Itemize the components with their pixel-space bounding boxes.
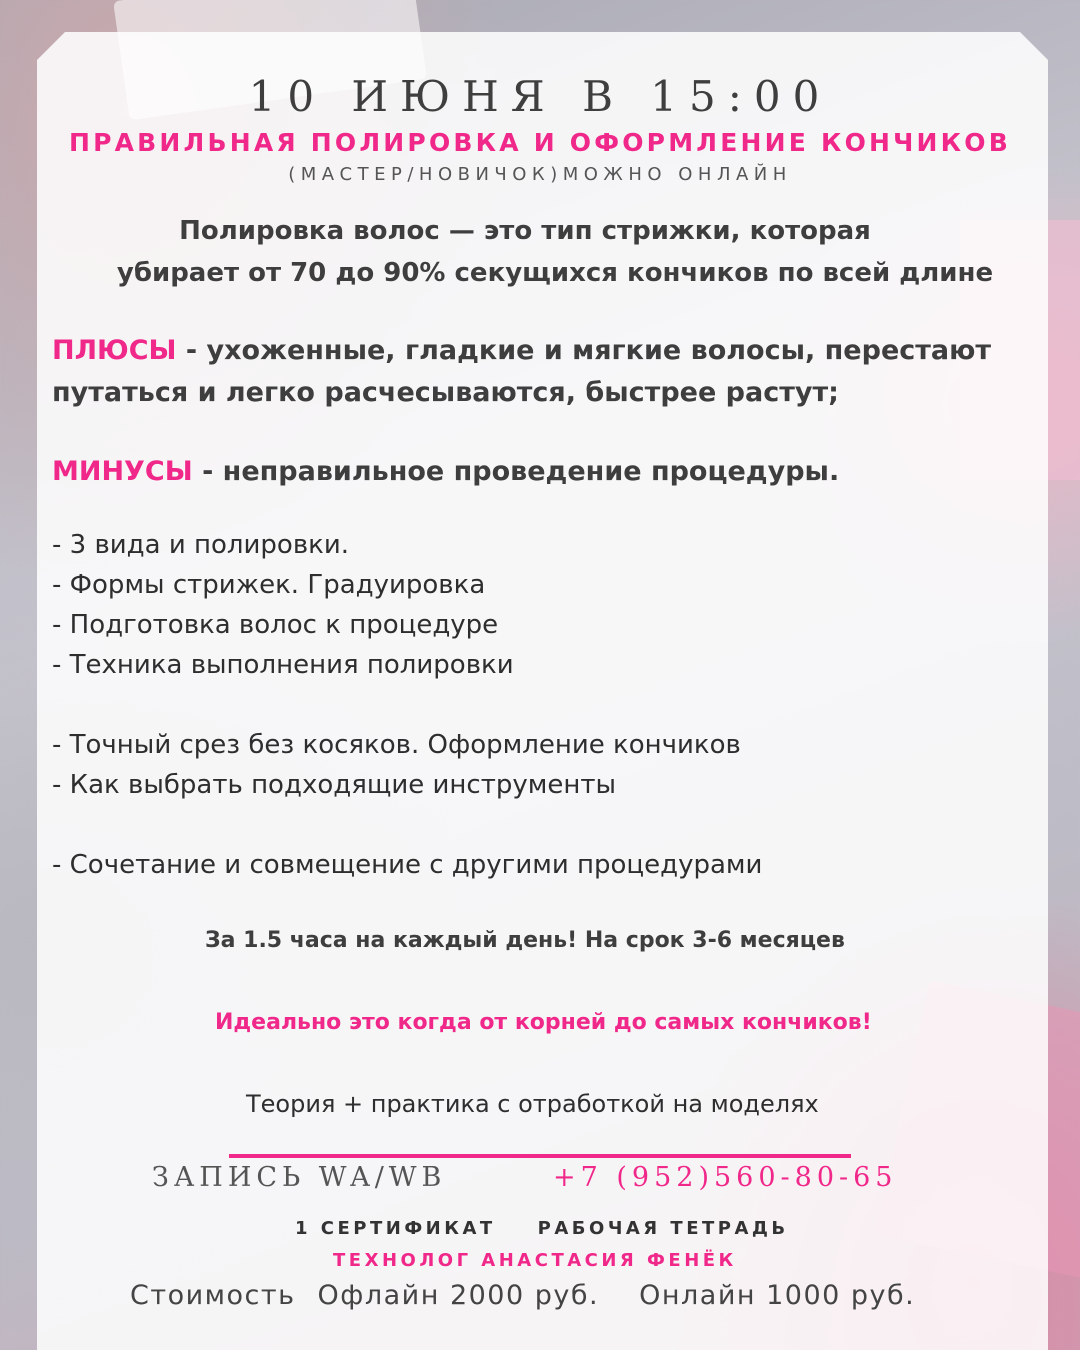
intro-line-2: убирает от 70 до 90% секущихся кончиков по всей длине — [116, 258, 994, 288]
program-item: - Техника выполнения полировки — [52, 650, 514, 680]
price-offline: Офлайн 2000 руб. — [317, 1280, 600, 1311]
phone-number[interactable]: +7 (952)560-80-65 — [553, 1162, 898, 1193]
pros-line-2: путаться и легко расчесываются, быстрее растут; — [52, 377, 839, 408]
cons-text: - неправильное проведение процедуры. — [192, 456, 840, 487]
pros-label: ПЛЮСЫ — [52, 335, 177, 366]
program-item: - 3 вида и полировки. — [52, 530, 350, 560]
signup-label: ЗАПИСЬ WA/WB — [152, 1162, 447, 1193]
pros-text-1: - ухоженные, гладкие и мягкие волосы, перестают — [176, 335, 992, 366]
pros-line-1 — [52, 330, 991, 372]
extras-line — [295, 1218, 789, 1239]
technologist-name: ТЕХНОЛОГ АНАСТАСИЯ ФЕНЁК — [333, 1250, 737, 1271]
program-item: - Сочетание и совмещение с другими процедурами — [52, 850, 763, 880]
program-item: - Как выбрать подходящие инструменты — [52, 770, 617, 800]
price-label: Стоимость — [130, 1280, 296, 1311]
program-item: - Формы стрижек. Градуировка — [52, 570, 486, 600]
cons-paragraph — [52, 451, 839, 493]
pros-paragraph — [52, 330, 991, 414]
course-title: ПРАВИЛЬНАЯ ПОЛИРОВКА И ОФОРМЛЕНИЕ КОНЧИКОВ — [68, 128, 1012, 157]
cons-label: МИНУСЫ — [52, 456, 193, 487]
price-line — [130, 1280, 915, 1311]
certificate-label: 1 СЕРТИФИКАТ — [295, 1218, 496, 1239]
workbook-label: РАБОЧАЯ ТЕТРАДЬ — [537, 1218, 789, 1239]
program-item: - Точный срез без косяков. Оформление кончиков — [52, 730, 741, 760]
event-date: 10 ИЮНЯ В 15:00 — [248, 72, 832, 121]
theory-note: Теория + практика с отработкой на моделях — [246, 1090, 819, 1118]
intro-line-1: Полировка волос — это тип стрижки, которая — [179, 216, 871, 246]
program-item: - Подготовка волос к процедуре — [52, 610, 499, 640]
divider-line — [229, 1154, 851, 1158]
ideal-note: Идеально это когда от корней до самых кончиков! — [215, 1010, 872, 1035]
duration-note: За 1.5 часа на каждый день! На срок 3-6 месяцев — [205, 928, 845, 953]
price-online: Онлайн 1000 руб. — [639, 1280, 916, 1311]
course-subtitle: (МАСТЕР/НОВИЧОК)МОЖНО ОНЛАЙН — [288, 164, 792, 185]
intro-text — [0, 210, 1080, 294]
